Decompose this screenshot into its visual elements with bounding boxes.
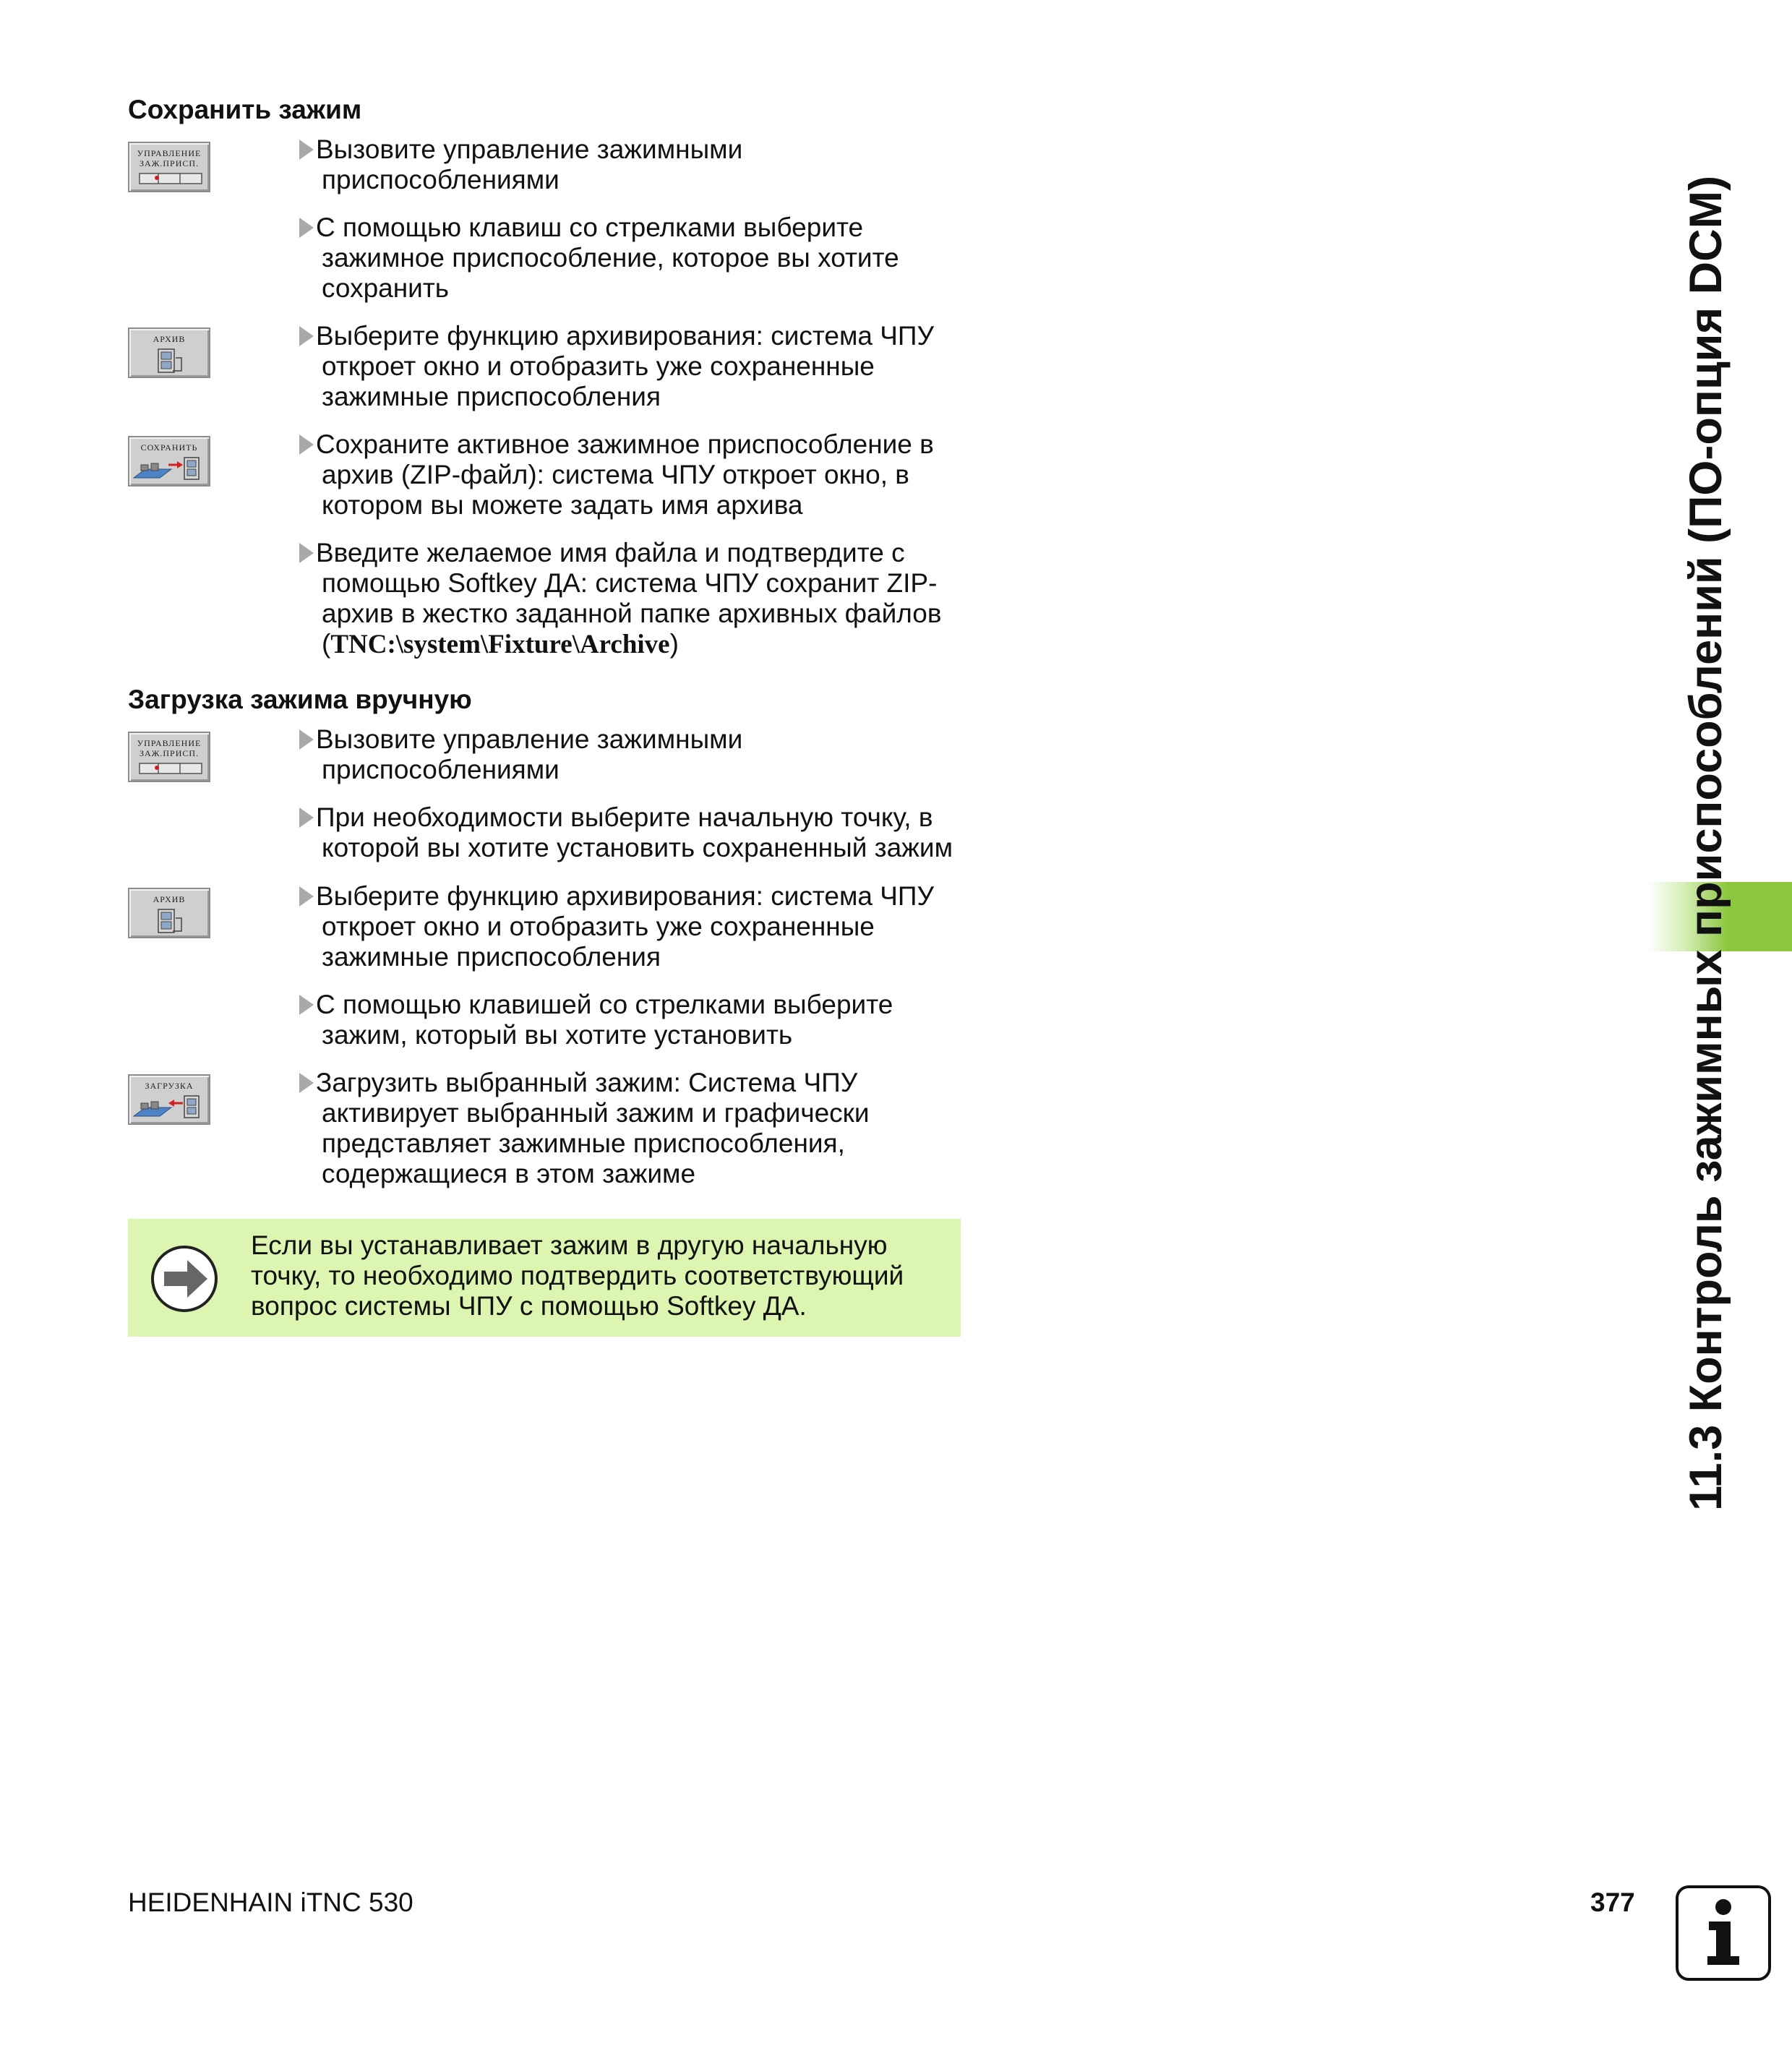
step-text-suffix: ) <box>669 629 679 659</box>
bullet-triangle-icon <box>299 218 314 238</box>
fixture-management-icon <box>129 143 212 194</box>
footer-product-name: HEIDENHAIN iTNC 530 <box>128 1888 413 1917</box>
bullet-triangle-icon <box>299 543 314 563</box>
softkey-archive <box>128 888 210 938</box>
section-title-manual-load: Загрузка зажима вручную <box>128 685 472 714</box>
info-glyph <box>1679 1888 1768 1978</box>
step-text: Вызовите управление зажимными приспособлениями <box>316 724 743 784</box>
bullet-triangle-icon <box>299 807 314 828</box>
step <box>298 1068 970 1189</box>
step <box>298 321 970 412</box>
softkey-label: СОХРАНИТЬ <box>140 442 198 453</box>
note-text: Если вы устанавливает зажим в другую начальную точку, то необходимо подтвердить соответствующий вопрос системы ЧПУ с помощью Softkey ДА. <box>251 1230 904 1321</box>
softkey-fixture-management <box>128 142 210 192</box>
step-text: Сохраните активное зажимное приспособление в архив (ZIP-файл): система ЧПУ откроет окно, в котором вы можете задать имя архива <box>316 429 934 520</box>
note-box <box>128 1219 961 1337</box>
step-text: Загрузить выбранный зажим: Система ЧПУ активирует выбранный зажим и графически представляет зажимные приспособления, содержащиеся в этом зажиме <box>316 1068 870 1188</box>
archive-folder-path: TNC:\system\Fixture\Archive <box>330 630 670 659</box>
archive-icon <box>129 889 212 940</box>
step-text: При необходимости выберите начальную точку, в которой вы хотите установить сохраненный зажим <box>316 802 953 862</box>
step-text-main: Введите желаемое имя файла и подтвердите с помощью Softkey ДА: система ЧПУ сохранит ZIP- архив в жестко заданной папке архивных файлов ( <box>316 538 942 659</box>
bullet-triangle-icon <box>299 434 314 455</box>
step <box>298 881 970 972</box>
bullet-triangle-icon <box>299 326 314 346</box>
load-from-archive-icon <box>129 1076 212 1126</box>
softkey-label: АРХИВ <box>153 334 186 344</box>
softkey-label: ЗАГРУЗКА <box>145 1081 194 1091</box>
step-text: С помощью клавишей со стрелками выберите зажим, который вы хотите установить <box>316 990 893 1050</box>
step-text: Выберите функцию архивирования: система ЧПУ откроет окно и отобразить уже сохраненные зажимные приспособления <box>316 321 935 411</box>
step <box>298 724 970 785</box>
softkey-label: УПРАВЛЕНИЕ ЗАЖ.ПРИСП. <box>137 148 202 168</box>
chapter-title: 11.3 Контроль зажимных приспособлений (ПО-опция DCM) <box>1681 175 1731 1511</box>
bullet-triangle-icon <box>299 886 314 907</box>
bullet-triangle-icon <box>299 729 314 750</box>
step-text <box>298 538 970 660</box>
softkey-load <box>128 1074 210 1125</box>
softkey-label: УПРАВЛЕНИЕ ЗАЖ.ПРИСП. <box>137 738 202 758</box>
bullet-triangle-icon <box>299 995 314 1015</box>
fixture-management-icon <box>129 733 212 784</box>
softkey-archive <box>128 327 210 378</box>
save-to-archive-icon <box>129 437 212 488</box>
softkey-fixture-management <box>128 732 210 782</box>
archive-icon <box>129 329 212 380</box>
step <box>298 802 970 863</box>
bullet-triangle-icon <box>299 1073 314 1093</box>
softkey-label: АРХИВ <box>153 894 186 904</box>
step <box>298 213 970 304</box>
section-title-save-clamp: Сохранить зажим <box>128 95 362 124</box>
page-number: 377 <box>1590 1888 1635 1917</box>
step <box>298 134 970 195</box>
step <box>298 538 970 660</box>
step-text: Выберите функцию архивирования: система ЧПУ откроет окно и отобразить уже сохраненные зажимные приспособления <box>316 881 935 972</box>
step-text: С помощью клавиш со стрелками выберите зажимное приспособление, которое вы хотите сохранить <box>316 213 899 303</box>
step <box>298 990 970 1050</box>
info-icon <box>1676 1885 1771 1981</box>
softkey-save <box>128 436 210 487</box>
bullet-triangle-icon <box>299 140 314 160</box>
arrow-right-icon <box>150 1244 219 1314</box>
step-text: Вызовите управление зажимными приспособлениями <box>316 134 743 194</box>
step <box>298 429 970 520</box>
